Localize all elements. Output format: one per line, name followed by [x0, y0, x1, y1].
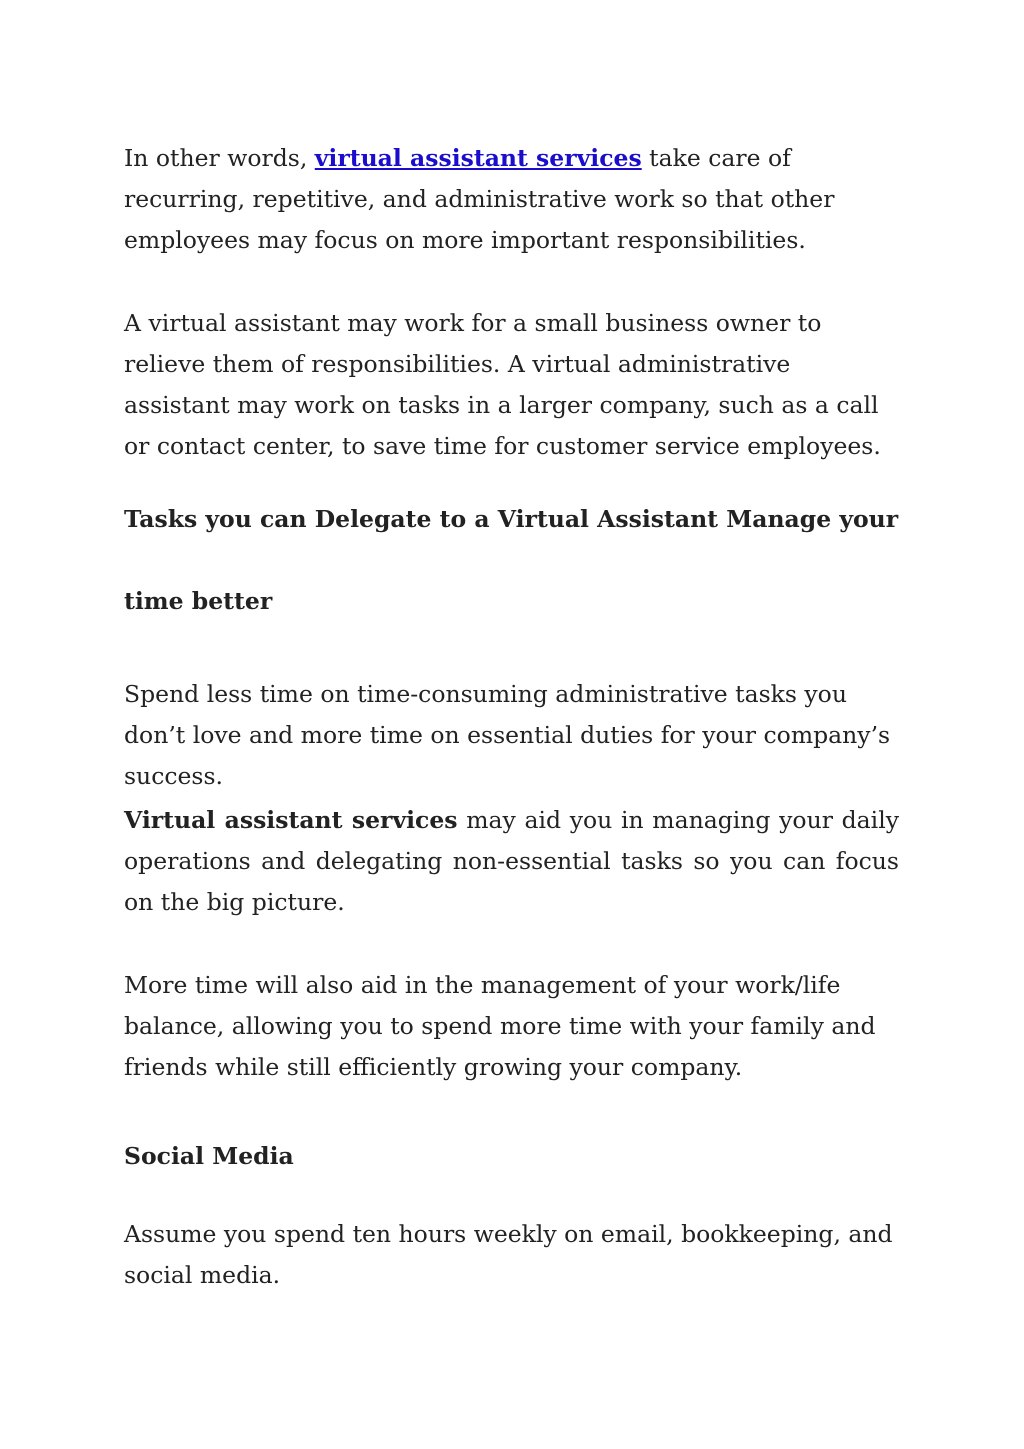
paragraph-intro [124, 138, 899, 261]
paragraph-services [124, 800, 899, 923]
paragraph-intro-after: take care of recurring, repetitive, and administrative work so that other employees may focus on more important responsibilities. [124, 144, 835, 254]
heading-tasks-line2: time better [124, 587, 273, 615]
services-rest-text: may aid you in managing your daily operations and delegating non-essential tasks so you can focus on the big picture. [124, 806, 899, 916]
paragraph-virtual-assistant: A virtual assistant may work for a small business owner to relieve them of responsibilities. A virtual administrative assistant may work on tasks in a larger company, such as a call or contact center, to save time for customer service employees. [124, 309, 881, 460]
heading-social-media: Social Media [124, 1142, 294, 1170]
paragraph-work-life: More time will also aid in the management of your work/life balance, allowing you to spend more time with your family and friends while still efficiently growing your company. [124, 971, 876, 1081]
services-bold-text: Virtual assistant services [124, 806, 458, 834]
paragraph-assume: Assume you spend ten hours weekly on email, bookkeeping, and social media. [124, 1220, 893, 1289]
paragraph-intro-before: In other words, [124, 144, 315, 172]
paragraph-spend-less-time: Spend less time on time-consuming administrative tasks you don’t love and more time on essential duties for your company’s success. [124, 680, 891, 790]
heading-tasks-line1: Tasks you can Delegate to a Virtual Assistant Manage your [124, 505, 899, 533]
virtual-assistant-services-link[interactable]: virtual assistant services [314, 144, 642, 172]
